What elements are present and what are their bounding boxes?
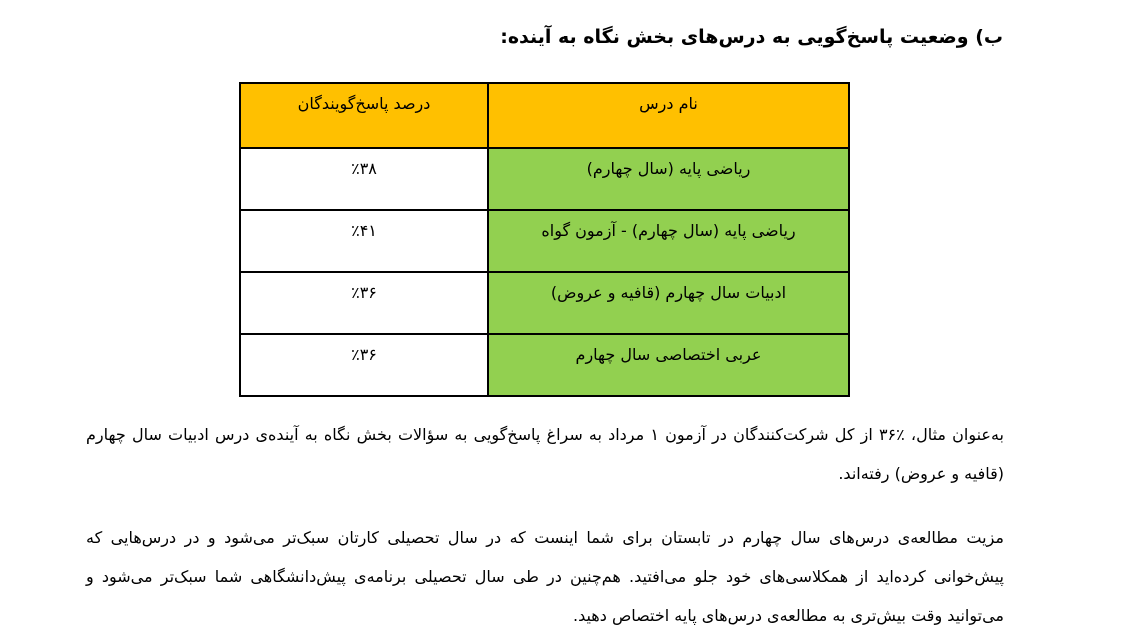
response-rate-table bbox=[239, 82, 850, 397]
response-percent-cell: ٪۳۶ bbox=[240, 272, 488, 334]
response-percent-cell: ٪۳۸ bbox=[240, 148, 488, 210]
course-name-cell: عربی اختصاصی سال چهارم bbox=[488, 334, 849, 396]
course-name-cell: ریاضی پایه (سال چهارم) bbox=[488, 148, 849, 210]
table-row bbox=[240, 334, 849, 396]
response-percent-header: درصد پاسخ‌گویندگان bbox=[240, 83, 488, 148]
example-paragraph: به‌عنوان مثال، ٪۳۶ از کل شرکت‌کنندگان در آزمون ۱ مرداد به سراغ پاسخ‌گویی به سؤالات بخش نگاه به آینده‌ی درس ادبیات سال چهارم (قافیه و عروض) رفته‌اند. bbox=[86, 425, 1004, 483]
response-percent-cell: ٪۳۶ bbox=[240, 334, 488, 396]
table-row bbox=[240, 272, 849, 334]
response-percent-cell: ٪۴۱ bbox=[240, 210, 488, 272]
course-name-cell: ادبیات سال چهارم (قافیه و عروض) bbox=[488, 272, 849, 334]
course-name-cell: ریاضی پایه (سال چهارم) - آزمون گواه bbox=[488, 210, 849, 272]
course-name-header: نام درس bbox=[488, 83, 849, 148]
section-heading: ب) وضعیت پاسخ‌گویی به درس‌های بخش نگاه به آینده: bbox=[500, 26, 1003, 48]
table-header-row bbox=[240, 83, 849, 148]
advantage-paragraph: مزیت مطالعه‌ی درس‌های سال چهارم در تابستان برای شما اینست که در سال تحصیلی کارتان سبک‌تر می‌شود و در درس‌هایی که پیش‌خوانی کرده‌اید از همکلاسی‌های خود جلو می‌افتید. هم‌چنین در طی سال تحصیلی برنامه‌ی پیش‌دانشگاهی شما سبک‌تر می‌شود و می‌توانید وقت بیش‌تری به مطالعه‌ی درس‌های پایه اختصاص دهید. bbox=[86, 528, 1004, 625]
table-row bbox=[240, 210, 849, 272]
table-row bbox=[240, 148, 849, 210]
